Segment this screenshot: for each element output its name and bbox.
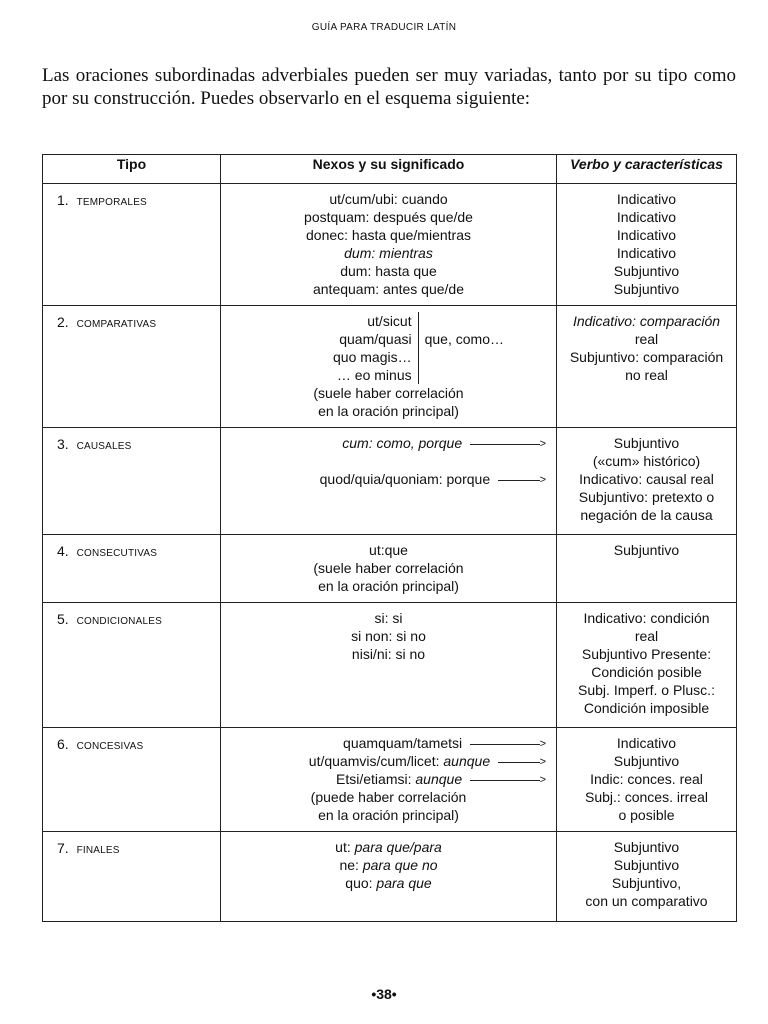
header-tipo: Tipo — [43, 155, 221, 184]
verbo-line: Subjuntivo: pretexto o — [578, 489, 715, 505]
nexo-line: si non: si no — [351, 628, 426, 644]
nexo-line: ut:que — [369, 542, 408, 558]
nexo-note: (suele haber correlación — [313, 560, 464, 576]
nexo-note: (suele haber correlación — [313, 385, 464, 401]
verbo-line: Condición posible — [591, 664, 702, 680]
intro-paragraph: Las oraciones subordinadas adverbiales pueden ser muy variadas, tanto por su tipo como por su construcción. Puedes observarlo en el esquema siguiente: — [42, 65, 736, 109]
nexo-text: quamquam/tametsi — [343, 735, 463, 751]
verbo-line: Subjuntivo Presente: — [581, 646, 712, 662]
verbo-cell — [557, 832, 737, 922]
nexo-arrow-line — [225, 470, 552, 488]
table-row-condicionales — [43, 603, 737, 728]
tipo-cell — [43, 728, 221, 832]
verbo-line: Subjuntivo: comparación — [569, 349, 724, 365]
verbo-line: con un comparativo — [585, 893, 708, 909]
nexo-line: postquam: después que/de — [304, 209, 473, 225]
row-number: 5. — [57, 611, 69, 627]
nexo-text: Etsi/etiamsi: — [336, 771, 412, 787]
arrow-right-icon: > — [498, 475, 546, 485]
verbo-line: real — [634, 628, 659, 644]
nexo-line: donec: hasta que/mientras — [306, 227, 471, 243]
nexo-note: en la oración principal) — [318, 403, 459, 419]
verbo-line: Indicativo — [616, 209, 677, 225]
table-row-concesivas — [43, 728, 737, 832]
verbo-line: Indicativo — [616, 735, 677, 751]
verbo-line: o posible — [618, 807, 675, 823]
row-number: 1. — [57, 192, 69, 208]
tipo-name: CAUSALES — [76, 441, 132, 452]
nexo-line: quam/quasi — [339, 331, 412, 347]
nexo-meaning: para que no — [362, 857, 438, 873]
tipo-name: FINALES — [76, 845, 120, 856]
verbo-line: negación de la causa — [580, 507, 713, 523]
table-row-temporales — [43, 184, 737, 306]
tipo-cell — [43, 603, 221, 728]
table-row-comparativas — [43, 306, 737, 428]
nexo-note: en la oración principal) — [318, 807, 459, 823]
verbo-label: Indicativo: — [572, 313, 636, 329]
nexo-arrow-line — [225, 434, 552, 452]
nexo-meaning: que, como… — [424, 331, 504, 347]
nexo-arrow-line — [225, 734, 552, 752]
nexos-cell — [221, 428, 557, 535]
row-number: 4. — [57, 543, 69, 559]
verbo-line: Subjuntivo, — [611, 875, 682, 891]
adverbial-clauses-table — [42, 154, 737, 922]
row-number: 7. — [57, 840, 69, 856]
header-verbo: Verbo y características — [557, 155, 737, 184]
verbo-line: Subjuntivo — [613, 542, 680, 558]
comparative-bracket — [333, 312, 419, 384]
running-header: GUÍA PARA TRADUCIR LATÍN — [311, 22, 457, 33]
verbo-line: Indicativo — [616, 245, 677, 261]
nexo-meaning: aunque — [443, 753, 491, 769]
table-row-causales — [43, 428, 737, 535]
verbo-line: Subjuntivo — [613, 281, 680, 297]
nexos-cell — [221, 184, 557, 306]
verbo-line — [561, 312, 732, 330]
tipo-cell — [43, 535, 221, 603]
tipo-cell — [43, 832, 221, 922]
tipo-cell — [43, 184, 221, 306]
tipo-name: CONDICIONALES — [76, 616, 162, 627]
verbo-line: Indicativo — [616, 191, 677, 207]
verbo-line: no real — [625, 367, 668, 383]
nexo-text: quod/quia/quoniam: porque — [319, 471, 491, 487]
tipo-cell — [43, 306, 221, 428]
verbo-line: Indic: conces. real — [590, 771, 703, 787]
verbo-line: Subjuntivo — [613, 435, 680, 451]
header-nexos: Nexos y su significado — [221, 155, 557, 184]
nexo-line: dum: mientras — [344, 245, 433, 261]
nexos-cell — [221, 728, 557, 832]
nexos-cell — [221, 603, 557, 728]
verbo-line: Subjuntivo — [613, 857, 680, 873]
verbo-line: Indicativo: condición — [583, 610, 710, 626]
verbo-cell — [557, 184, 737, 306]
verbo-line: Condición imposible — [583, 700, 710, 716]
nexo-note: en la oración principal) — [318, 578, 459, 594]
nexo-line — [225, 874, 552, 892]
nexo-text: ut/quamvis/cum/licet: — [308, 753, 440, 769]
verbo-line: Subj.: conces. irreal — [585, 789, 708, 805]
comparative-nexos-group — [333, 312, 504, 384]
nexo-line — [225, 856, 552, 874]
nexo-line: antequam: antes que/de — [312, 281, 464, 297]
page-number: •38• — [371, 986, 397, 1002]
nexo-arrow-line — [225, 770, 552, 788]
arrow-right-icon: > — [498, 757, 546, 767]
verbo-cell — [557, 728, 737, 832]
verbo-line: Subjuntivo — [613, 753, 680, 769]
nexo-text: ne: — [339, 857, 359, 873]
verbo-line: Subj. Imperf. o Plusc.: — [578, 682, 715, 698]
tipo-name: CONCESIVAS — [76, 741, 144, 752]
tipo-cell — [43, 428, 221, 535]
arrow-right-icon: > — [470, 739, 546, 749]
verbo-cell — [557, 306, 737, 428]
verbo-cell — [557, 603, 737, 728]
verbo-line: real — [634, 331, 659, 347]
tipo-name: CONSECUTIVAS — [76, 548, 158, 559]
nexo-line: dum: hasta que — [340, 263, 437, 279]
nexo-line: si: si — [374, 610, 403, 626]
nexo-line: ut/cum/ubi: cuando — [329, 191, 448, 207]
arrow-right-icon: > — [470, 439, 546, 449]
verbo-line: («cum» histórico) — [592, 453, 701, 469]
verbo-cell — [557, 428, 737, 535]
nexos-cell — [221, 535, 557, 603]
tipo-name: COMPARATIVAS — [76, 319, 157, 330]
nexo-line: … eo minus — [336, 367, 412, 383]
nexo-text: quo: — [345, 875, 373, 891]
nexo-note: (puede haber correlación — [310, 789, 467, 805]
nexos-cell — [221, 306, 557, 428]
nexo-meaning: para que/para — [354, 839, 442, 855]
nexo-text: ut: — [335, 839, 351, 855]
tipo-name: TEMPORALES — [76, 197, 147, 208]
nexo-meaning: para que — [376, 875, 432, 891]
nexo-line: nisi/ni: si no — [351, 646, 426, 662]
table-row-finales — [43, 832, 737, 922]
verbo-line: Subjuntivo — [613, 263, 680, 279]
nexo-line — [225, 838, 552, 856]
row-number: 2. — [57, 314, 69, 330]
table-header-row — [43, 155, 737, 184]
table-row-consecutivas — [43, 535, 737, 603]
nexo-meaning: aunque — [415, 771, 463, 787]
nexo-text: cum: como, porque — [342, 435, 463, 451]
row-number: 6. — [57, 736, 69, 752]
verbo-line: Indicativo — [616, 227, 677, 243]
verbo-line: Indicativo: causal real — [579, 471, 714, 487]
nexo-line: ut/sicut — [367, 313, 412, 329]
nexo-arrow-line — [225, 752, 552, 770]
nexo-line: quo magis… — [333, 349, 412, 365]
row-number: 3. — [57, 436, 69, 452]
arrow-right-icon: > — [470, 775, 546, 785]
verbo-line: Subjuntivo — [613, 839, 680, 855]
verbo-rest: comparación — [639, 313, 721, 329]
verbo-cell — [557, 535, 737, 603]
nexos-cell — [221, 832, 557, 922]
